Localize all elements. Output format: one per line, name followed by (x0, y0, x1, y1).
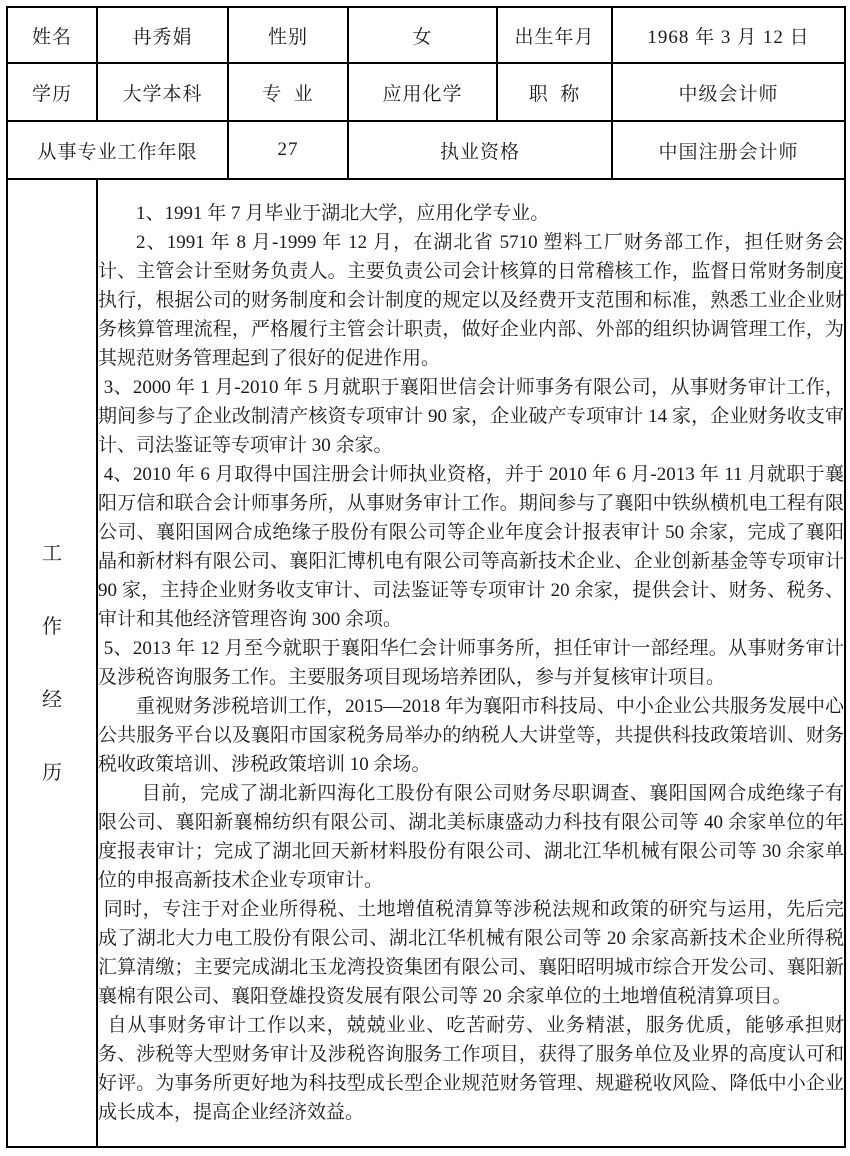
birth-value-cell: 1968 年 3 月 12 日 (612, 7, 845, 63)
years-value-cell: 27 (228, 121, 348, 179)
work-experience-label-char: 工 (42, 542, 62, 565)
work-experience-paragraph: 同时，专注于对企业所得税、土地增值税清算等涉税法规和政策的研究与运用，先后完成了湖北大力电工股份有限公司、湖北江华机械有限公司等 20 余家高新技术企业所得税汇算清缴；主要完成湖北玉龙湾投资集团有限公司、襄阳昭明城市综合开发公司、襄阳新襄棉有限公司、襄阳登雄投资发展有限公司等 20 余家单位的土地增值税清算项目。 (98, 899, 844, 1007)
work-experience-paragraph: 重视财务涉税培训工作，2015—2018 年为襄阳市科技局、中小企业公共服务发展中心公共服务平台以及襄阳市国家税务局举办的纳税人大讲堂等，共提供科技政策培训、财务税收政策培训、涉税政策培训 10 余场。 (98, 696, 844, 775)
gender-value-cell: 女 (348, 7, 497, 63)
work-experience-text (97, 179, 845, 1147)
name-label-cell: 姓名 (7, 7, 97, 63)
major-value-cell: 应用化学 (348, 63, 497, 121)
qualification-label-cell: 执业资格 (348, 121, 612, 179)
years-label-cell: 从事专业工作年限 (7, 121, 228, 179)
work-experience-label-char: 历 (42, 761, 62, 784)
title-label-cell: 职 称 (497, 63, 612, 121)
table-row (7, 7, 845, 63)
table-row (7, 121, 845, 179)
work-experience-paragraph: 自从事财务审计工作以来，兢兢业业、吃苦耐劳、业务精湛，服务优质，能够承担财务、涉税等大型财务审计及涉税咨询服务工作项目，获得了服务单位及业界的高度认可和好评。为事务所更好地为科技型成长型企业规范财务管理、规避税收风险、降低中小企业成长成本，提高企业经济效益。 (98, 1015, 844, 1123)
work-experience-paragraph: 2、1991 年 8 月-1999 年 12 月，在湖北省 5710 塑料工厂财务部工作，担任财务会计、主管会计至财务负责人。主要负责公司会计核算的日常稽核工作，监督日常财务制度执行，根据公司的财务制度和会计制度的规定以及经费开支范围和标准，熟悉工业企业财务核算管理流程，严格履行主管会计职责，做好企业内部、外部的组织协调管理工作，为其规范财务管理起到了很好的促进作用。 (98, 232, 844, 369)
work-experience-paragraph: 3、2000 年 1 月-2010 年 5 月就职于襄阳世信会计师事务有限公司，从事财务审计工作，期间参与了企业改制清产核资专项审计 90 家，企业破产专项审计 14 家，企业财务收支审计、司法鉴证等专项审计 30 余家。 (98, 377, 844, 456)
major-label-cell: 专 业 (228, 63, 348, 121)
resume-table (6, 6, 846, 1148)
work-experience-paragraph: 5、2013 年 12 月至今就职于襄阳华仁会计师事务所，担任审计一部经理。从事财务审计及涉税咨询服务工作。主要服务项目现场培养团队，参与并复核审计项目。 (98, 638, 844, 688)
work-experience-paragraph: 4、2010 年 6 月取得中国注册会计师执业资格，并于 2010 年 6 月-2013 年 11 月就职于襄阳万信和联合会计师事务所，从事财务审计工作。期间参与了襄阳中铁纵横机电工程有限公司、襄阳国网合成绝缘子股份有限公司等企业年度会计报表审计 50 余家，完成了襄阳晶和新材料有限公司、襄阳汇博机电有限公司等高新技术企业、企业创新基金等专项审计 90 家，主持企业财务收支审计、司法鉴证等专项审计 20 余家，提供会计、财务、税务、审计和其他经济管理咨询 300 余项。 (98, 464, 844, 630)
table-row (7, 179, 845, 1147)
gender-label-cell: 性别 (228, 7, 348, 63)
work-experience-label (8, 544, 96, 783)
work-experience-label-char: 经 (42, 688, 62, 711)
work-experience-label-char: 作 (42, 615, 62, 638)
education-value-cell: 大学本科 (97, 63, 228, 121)
education-label-cell: 学历 (7, 63, 97, 121)
qualification-value-cell: 中国注册会计师 (612, 121, 845, 179)
birth-label-cell: 出生年月 (497, 7, 612, 63)
table-row (7, 63, 845, 121)
title-value-cell: 中级会计师 (612, 63, 845, 121)
name-value-cell: 冉秀娟 (97, 7, 228, 63)
work-experience-paragraph: 目前，完成了湖北新四海化工股份有限公司财务尽职调查、襄阳国网合成绝缘子有限公司、襄阳新襄棉纺织有限公司、湖北美标康盛动力科技有限公司等 40 余家单位的年度报表审计；完成了湖北回天新材料股份有限公司、湖北江华机械有限公司等 30 余家单位的申报高新技术企业专项审计。 (98, 783, 844, 891)
work-experience-paragraph: 1、1991 年 7 月毕业于湖北大学，应用化学专业。 (136, 203, 550, 224)
work-experience-label-cell (7, 179, 97, 1147)
